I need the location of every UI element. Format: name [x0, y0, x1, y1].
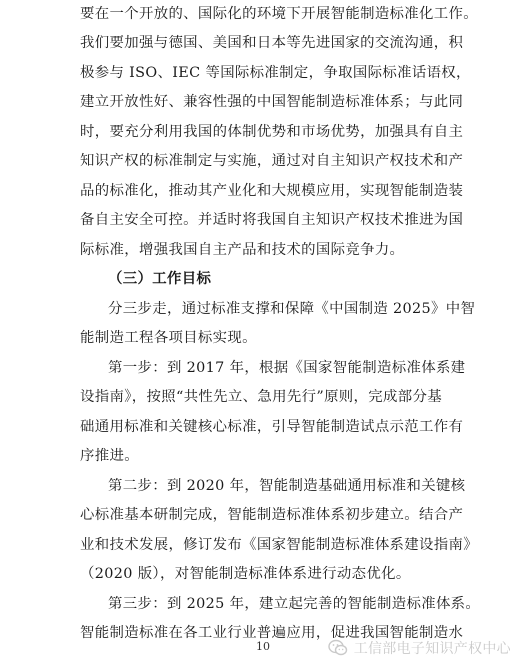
text-line: 建立开放性好、兼容性强的中国智能制造标准体系；与此同	[80, 94, 464, 110]
text-line: 时，要充分利用我国的体制优势和市场优势，加强具有自主	[80, 124, 464, 140]
text-line: 能制造工程各项目标实现。	[80, 330, 257, 346]
text-line: 第三步：到 2025 年，建立起完善的智能制造标准体系。	[108, 596, 481, 612]
text-line: 心标准基本研制完成，智能制造标准体系初步建立。结合产	[80, 507, 464, 523]
text-line: 智能制造标准在各工业行业普遍应用，促进我国智能制造水	[80, 625, 464, 641]
text-line: 我们要加强与德国、美国和日本等先进国家的交流沟通，积	[80, 35, 464, 51]
watermark	[328, 636, 511, 660]
text-line: 际标准，增强我国自主产品和技术的国际竞争力。	[80, 242, 405, 258]
text-line: 设指南》，按照“共性先立、急用先行”原则，完成部分基	[80, 389, 442, 405]
text-line: （2020 版），对智能制造标准体系进行动态优化。	[80, 566, 411, 582]
text-line: 备自主安全可控。并适时将我国自主知识产权技术推进为国	[80, 212, 464, 228]
text-line: 第一步：到 2017 年，根据《国家智能制造标准体系建	[108, 360, 466, 376]
text-line: 第二步：到 2020 年，智能制造基础通用标准和关键核	[108, 478, 466, 494]
text-line: 序推进。	[80, 448, 139, 464]
wechat-icon	[328, 638, 348, 658]
page-number: 10	[256, 640, 270, 653]
text-line: 础通用标准和关键核心标准，引导智能制造试点示范工作有	[80, 419, 464, 435]
text-line: 品的标准化，推动其产业化和大规模应用，实现智能制造装	[80, 183, 464, 199]
text-line: 业和技术发展，修订发布《国家智能制造标准体系建设指南》	[80, 537, 478, 553]
text-line: 分三步走，通过标准支撑和保障《中国制造 2025》中智	[108, 301, 476, 317]
text-line: 极参与 ISO、IEC 等国际标准制定，争取国际标准话语权，	[80, 65, 471, 81]
text-line: 知识产权的标准制定与实施，通过对自主知识产权技术和产	[80, 153, 464, 169]
watermark-text: 工信部电子知识产权中心	[353, 641, 511, 657]
text-line: 要在一个开放的、国际化的环境下开展智能制造标准化工作。	[80, 6, 478, 22]
section-heading: （三）工作目标	[108, 270, 212, 287]
